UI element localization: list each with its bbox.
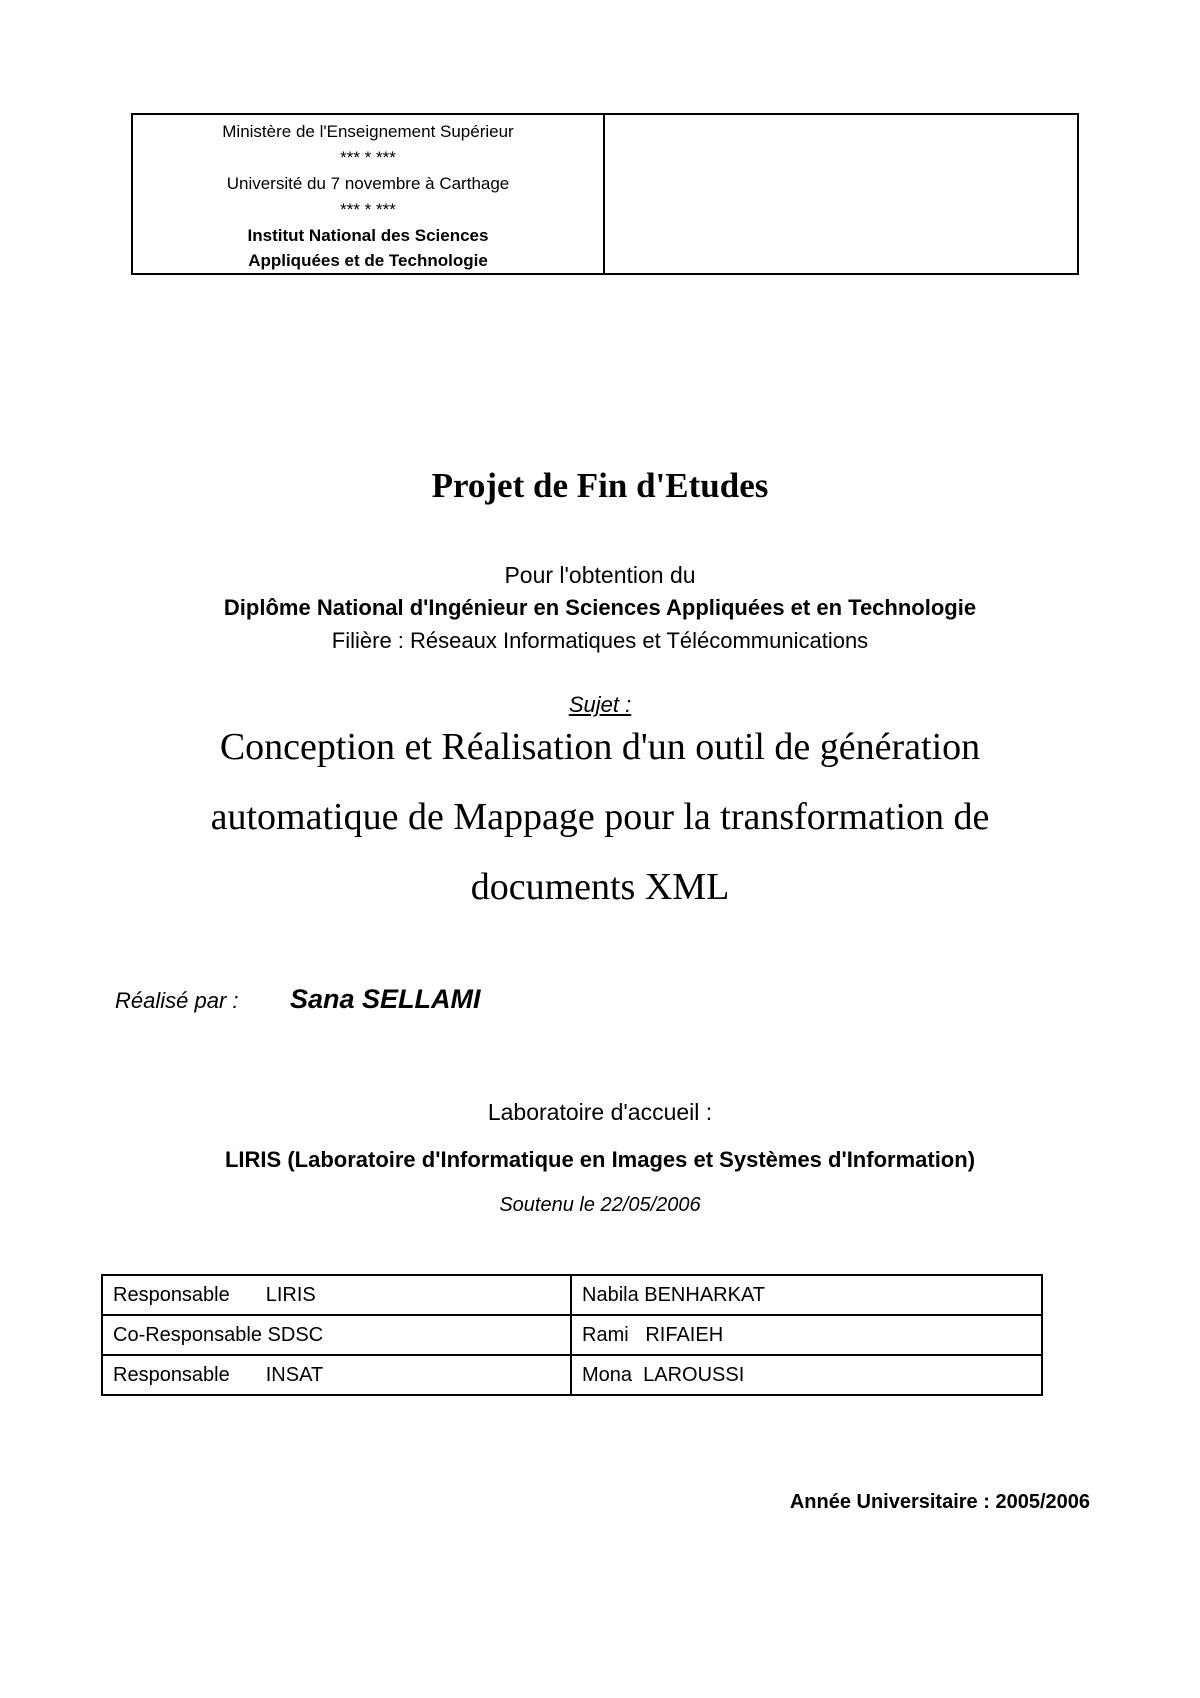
unit: LIRIS: [265, 1283, 316, 1306]
separator: *** * ***: [340, 200, 396, 219]
unit: SDSC: [267, 1323, 324, 1346]
subject-title: Conception et Réalisation d'un outil de génération automatique de Mappage pour la transformation de documents XML: [210, 726, 990, 908]
role-cell: [102, 1315, 571, 1355]
defense-date: Soutenu le 22/05/2006: [499, 1194, 701, 1216]
name-cell: Nabila BENHARKAT: [571, 1275, 1042, 1315]
institute-line-1: Institut National des Sciences: [247, 226, 489, 245]
page-title: Projet de Fin d'Etudes: [431, 466, 769, 505]
table-row: [102, 1315, 1042, 1355]
table-row: [102, 1355, 1042, 1395]
role-cell: [102, 1355, 571, 1395]
separator: *** * ***: [340, 148, 396, 167]
name-cell: Mona LAROUSSI: [571, 1355, 1042, 1395]
academic-year: Année Universitaire : 2005/2006: [789, 1491, 1090, 1513]
institution-cell: [132, 114, 604, 274]
author-label: Réalisé par :: [115, 988, 239, 1013]
name-cell: Rami RIFAIEH: [571, 1315, 1042, 1355]
laboratory-label: Laboratoire d'accueil :: [487, 1099, 713, 1125]
university-text: Université du 7 novembre à Carthage: [226, 174, 510, 193]
laboratory-name: LIRIS (Laboratoire d'Informatique en Images et Systèmes d'Information): [224, 1147, 976, 1172]
empty-logo-cell: [604, 114, 1078, 274]
role-cell: [102, 1275, 571, 1315]
table-row: [102, 1275, 1042, 1315]
author-name: Sana SELLAMI: [290, 984, 481, 1014]
role: Responsable: [113, 1283, 230, 1306]
institute-line-2: Appliquées et de Technologie: [248, 251, 488, 270]
role: Responsable: [113, 1363, 230, 1386]
diploma-text: Diplôme National d'Ingénieur en Sciences Appliquées et en Technologie: [223, 595, 977, 620]
filiere-text: Filière : Réseaux Informatiques et Télécommunications: [331, 628, 869, 653]
obtention-text: Pour l'obtention du: [504, 562, 696, 588]
role: Co-Responsable: [113, 1323, 262, 1346]
unit: INSAT: [265, 1363, 324, 1386]
header-table: [131, 113, 1079, 275]
subject-label: Sujet :: [568, 692, 632, 717]
ministry-text: Ministère de l'Enseignement Supérieur: [222, 122, 514, 141]
supervisors-table: [101, 1274, 1043, 1396]
